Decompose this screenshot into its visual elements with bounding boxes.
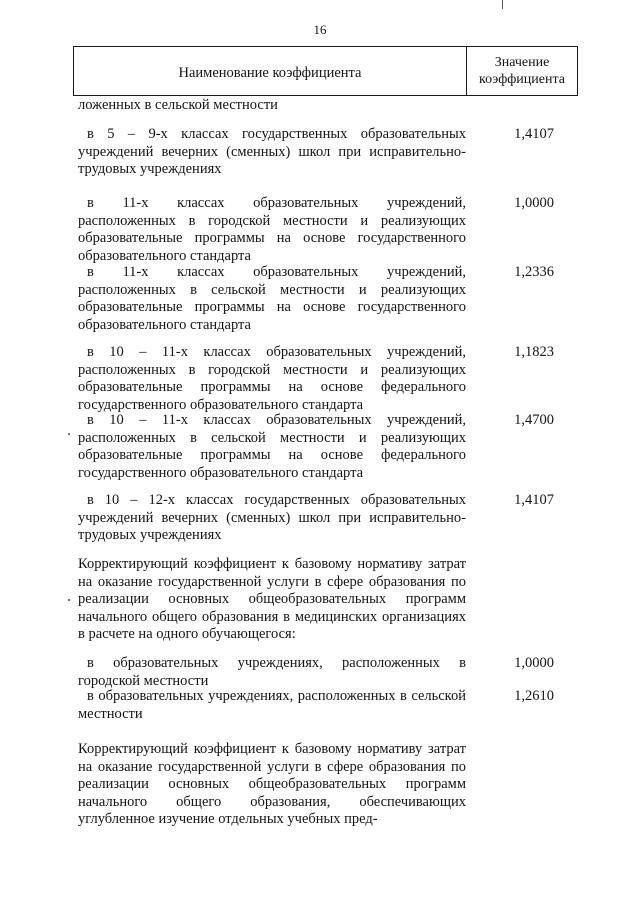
scan-mark — [68, 433, 70, 435]
row-value: 1,1823 — [514, 344, 554, 360]
row-value: 1,4107 — [514, 492, 554, 508]
table-header — [73, 46, 578, 96]
row-value: 1,0000 — [514, 655, 554, 671]
scan-mark — [502, 0, 503, 9]
row-value: 1,4700 — [514, 412, 554, 428]
row-text: ложенных в сельской местности — [78, 97, 278, 113]
header-name-column: Наименование коэффициента — [178, 64, 362, 81]
row-text: в 10 – 11-х классах образовательных учреждений, расположенных в городской местности и реализующих образовательные программы на основе федерального государственного образовательного стандарта — [78, 344, 466, 413]
page-number: 16 — [313, 22, 327, 37]
row-value: 1,4107 — [514, 126, 554, 142]
header-value-line2: коэффициента — [479, 72, 565, 87]
row-text: в 5 – 9-х классах государственных образовательных учреждений вечерних (сменных) школ при исправительно-трудовых учреждениях — [78, 126, 466, 178]
row-text: в образовательных учреждениях, расположенных в сельской местности — [78, 688, 466, 722]
row-text: в 11-х классах образовательных учреждений, расположенных в городской местности и реализующих образовательные программы на основе государственного образовательного стандарта — [78, 195, 466, 264]
header-value-column — [466, 47, 577, 95]
row-text: в образовательных учреждениях, расположенных в городской местности — [78, 655, 466, 689]
row-value: 1,0000 — [514, 195, 554, 211]
row-text: Корректирующий коэффициент к базовому нормативу затрат на оказание государственной услуги в сфере образования по реализации основных общеобразовательных программ начального общего образования, обеспечивающих углубленное изучение отдельных учебных пред- — [78, 741, 466, 828]
row-text: в 10 – 11-х классах образовательных учреждений, расположенных в сельской местности и реализующих образовательные программы на основе федерального государственного образовательного стандарта — [78, 412, 466, 481]
scan-mark — [68, 599, 70, 601]
row-value: 1,2336 — [514, 264, 554, 280]
row-value: 1,2610 — [514, 688, 554, 704]
row-text: в 10 – 12-х классах государственных образовательных учреждений вечерних (сменных) школ при исправительно-трудовых учреждениях — [78, 492, 466, 544]
row-text: Корректирующий коэффициент к базовому нормативу затрат на оказание государственной услуги в сфере образования по реализации основных общеобразовательных программ начального общего образования в медицинских организациях в расчете на одного обучающегося: — [78, 556, 466, 643]
row-text: в 11-х классах образовательных учреждений, расположенных в сельской местности и реализующих образовательные программы на основе государственного образовательного стандарта — [78, 264, 466, 333]
header-value-line1: Значение — [494, 55, 550, 70]
